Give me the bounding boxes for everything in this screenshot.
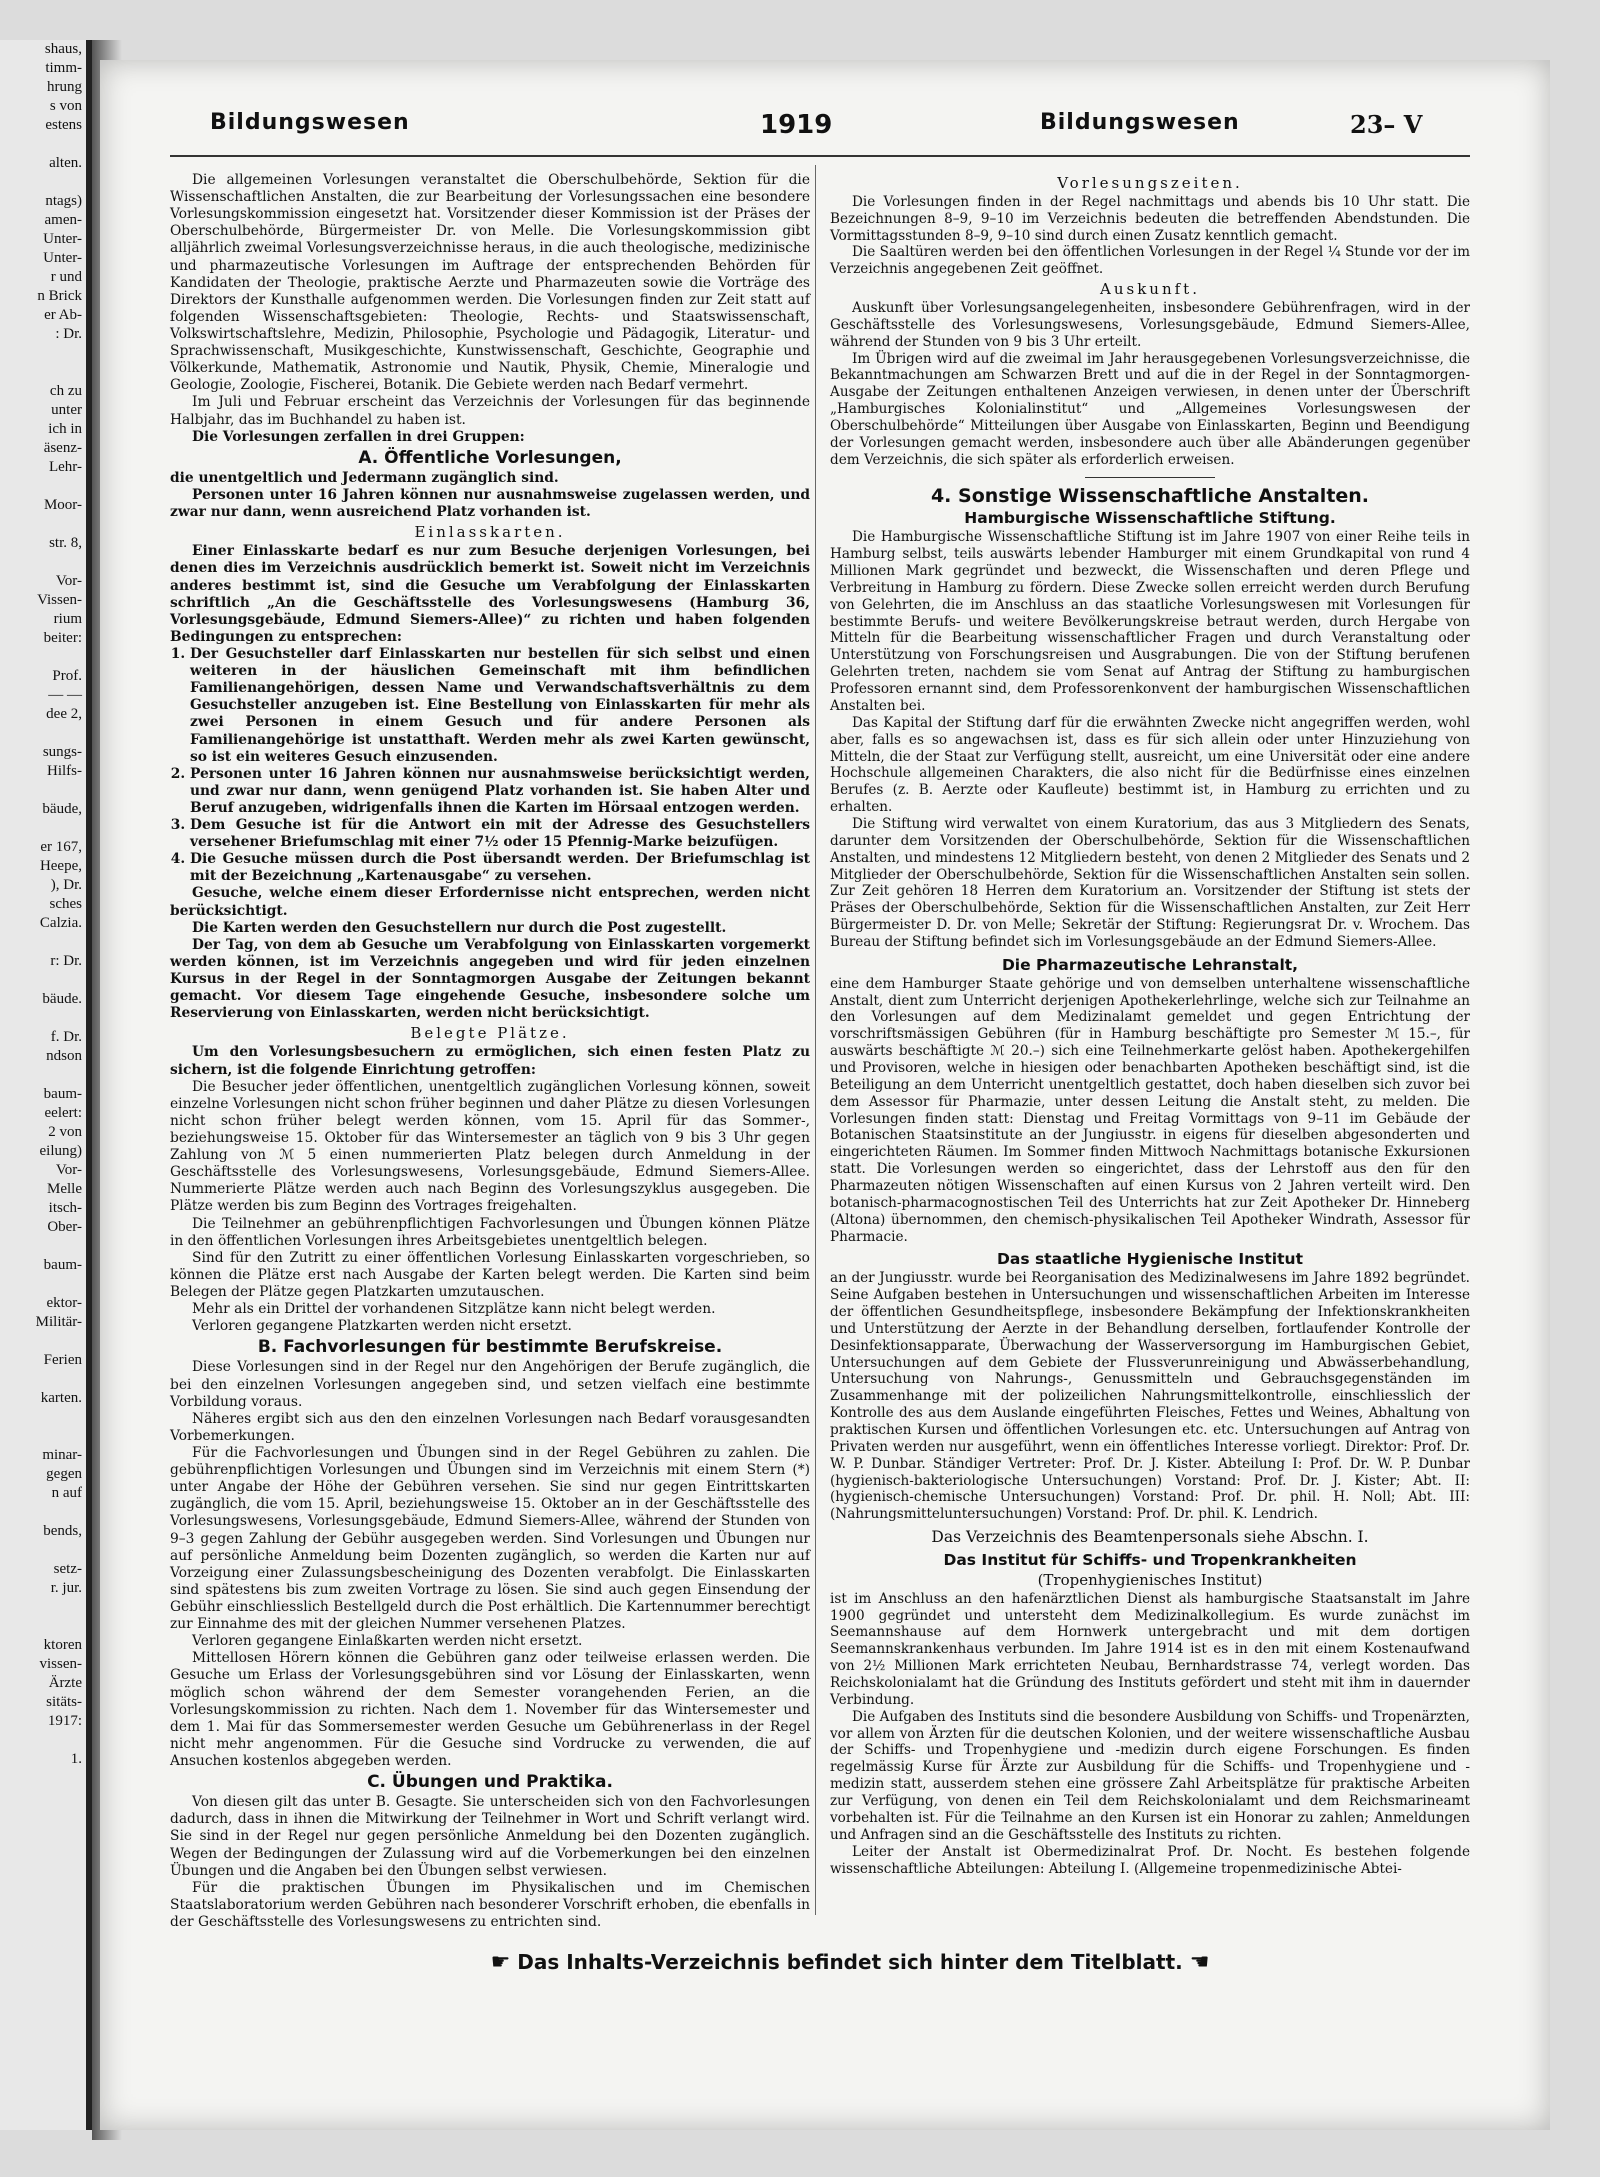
left-page-fragment: baum- xyxy=(43,1086,82,1102)
left-page-fragment: ich in xyxy=(48,421,82,437)
section-c-heading: C. Übungen und Praktika. xyxy=(367,1772,613,1793)
paragraph: ist im Anschluss an den hafenärztlichen Dienst als hamburgische Staatsanstalt im Jahre 1900 gegründet und untersteht dem Medizinalkollegium. Es wurde zunächst im Seemannshause auf dem Hornwerk untergebracht und mit dem dortigen Seemannskrankenhaus verbunden. Im Jahre 1914 ist es in den mit einem Kostenaufwand von 2½ Millionen Mark errichteten Neubau, Bernhardstrasse 74, verlegt worden. Das Reichskolonialamt hat die Gründung des Instituts gefördert und steht mit ihm in dauernder Verbindung. xyxy=(830,1590,1470,1708)
paragraph: Verloren gegangene Einlaßkarten werden nicht ersetzt. xyxy=(192,1633,583,1650)
left-page-fragment: s von xyxy=(49,98,82,114)
einlasskarten-heading: Einlasskarten. xyxy=(414,523,566,542)
paragraph: Die Vorlesungen finden in der Regel nachmittags und abends bis 10 Uhr statt. Die Bezeichnungen 8–9, 9–10 im Verzeichnis bedeuten die betreffenden Abendstunden. Die Vormittagsstunden 8–9, 9–10 sind durch einen Zusatz kenntlich gemacht. xyxy=(830,193,1470,244)
left-page-fragment: str. 8, xyxy=(49,535,82,551)
einlass-conditions-list xyxy=(170,646,810,886)
paragraph: Die Teilnehmer an gebührenpflichtigen Fachvorlesungen und Übungen können Plätze in den öffentlichen Vorlesungen ihres Arbeitsgebietes unentgeltlich belegen. xyxy=(170,1215,810,1249)
paragraph: Im Übrigen wird auf die zweimal im Jahr herausgegebenen Vorlesungsverzeichnisse, die Bekanntmachungen am Schwarzen Brett und auf die in der Regel in der Sonntagmorgen-Ausgabe der Zeitungen enthaltenen Anzeigen verwiesen, in denen unter der Überschrift „Hamburgisches Kolonialinstitut“ und „Allgemeines Vorlesungswesen der Oberschulbehörde“ Mitteilungen über Ausgabe von Einlasskarten, Beginn und Beendigung der Vorlesungen gemacht werden, insbesondere auch über alle Abänderungen gegenüber dem Verzeichnis, die sich später als erforderlich erweisen. xyxy=(830,350,1470,468)
left-page-fragment: beiter: xyxy=(43,630,82,646)
left-page-fragment: 1. xyxy=(70,1751,82,1767)
left-page-fragment xyxy=(0,1237,86,1256)
left-page-fragment: Vor- xyxy=(55,573,82,589)
left-page-fragment: sungs- xyxy=(42,744,82,760)
left-page-fragment: Ober- xyxy=(47,1219,82,1235)
left-page-fragment: ch zu xyxy=(49,383,82,399)
vorlesungszeiten-heading: Vorlesungszeiten. xyxy=(1057,174,1243,192)
left-page-fragment: Unter- xyxy=(43,250,82,266)
paragraph: Personen unter 16 Jahren können nur ausnahmsweise zugelassen werden, und zwar nur dann, wenn ausreichend Platz vorhanden ist. xyxy=(170,486,810,521)
paragraph: Leiter der Anstalt ist Obermedizinalrat Prof. Dr. Nocht. Es bestehen folgende wissenschaftliche Abteilungen: Abteilung I. (Allgemeine tropenmedizinische Abtei- xyxy=(830,1843,1470,1877)
paragraph: Die Aufgaben des Instituts sind die besondere Ausbildung von Schiffs- und Tropenärzten, vor allem von Ärzten für die deutschen Kolonien, und der weitere wissenschaftliche Ausbau der Schiffs- und Tropenhygiene und -medizin durch eigene Forschungen. Es finden regelmässig Kurse für Ärzte zur Ausbildung für die Schiffs- und Tropenhygiene und -medizin statt, ausserdem stehen eine grössere Zahl Arbeitsplätze für praktische Arbeiten zur Verfügung, von denen ein Teil dem Reichskolonialamt und dem Reichsmarineamt vorbehalten ist. Für die Teilnahme an den Kursen ist ein Honorar zu zahlen; Anmeldungen und Anfragen sind an die Geschäftsstelle des Instituts zu richten. xyxy=(830,1708,1470,1843)
left-page-fragment xyxy=(0,724,86,743)
left-page-fragment: karten. xyxy=(40,1390,82,1406)
left-page-fragment xyxy=(0,173,86,192)
header-rule xyxy=(170,155,1470,157)
paragraph: Die Vorlesungen zerfallen in drei Gruppen: xyxy=(192,428,525,445)
pointing-hand-left-icon: ☚ xyxy=(1189,1950,1210,1975)
left-page-fragment xyxy=(0,1408,86,1427)
left-page-fragment: eilung) xyxy=(39,1143,82,1159)
pharmazeutische-heading: Die Pharmazeutische Lehranstalt, xyxy=(1001,955,1299,974)
left-page-fragment xyxy=(0,1332,86,1351)
left-page-fragment xyxy=(0,1066,86,1085)
paragraph: Diese Vorlesungen sind in der Regel nur den Angehörigen der Berufe zugänglich, die bei den einzelnen Vorlesungen angegeben sind, und setzen vielfach eine bestimmte Vorbildung voraus. xyxy=(170,1359,810,1410)
belegte-plaetze-heading: Belegte Plätze. xyxy=(410,1024,570,1043)
paragraph: eine dem Hamburger Staate gehörige und von demselben unterhaltene wissenschaftliche Anstalt, dient zum Unterricht derjenigen Apothekerlehrlinge, welche sich zur Teilnahme an den Vorlesungen auf dem Medizinalamt gemeldet und gegen Entrichtung der vorschriftsmässigen Gebühren (für in Hamburg beschäftigte pro Semester ℳ 15.–, für auswärts beschäftigte ℳ 20.–) sich eine Teilnehmerkarte gelöst haben. Apothekergehilfen und Provisoren, welche in hiesigen oder benachbarten Apotheken beschäftigt sind, ist die Beteiligung an dem Unterricht unentgeltlich gestattet, doch haben dieselben sich zuvor bei dem Assessor für Pharmazie, unter dessen Leitung die Anstalt steht, zu melden. Die Vorlesungen finden statt: Dienstag und Freitag Vormittags von 9–11 im Gebäude der Botanischen Staatsinstitute an der Jungiusstr. in eigens für dieselben abgesonderten und eingerichteten Räumen. Im Sommer finden Mittwoch Nachmittags botanische Exkursionen statt. Die Vorlesungen werden so eingerichtet, dass der Lehrstoff aus den für den Pharmazeuten nötigen Wissenschaften auf einen Kursus von 2 Jahren verteilt wird. Den botanisch-pharmacognostischen Teil des Unterrichts hat zur Zeit Apotheker Dr. Hinneberg (Altona) übernommen, den chemisch-physikalischen Teil Apotheker Windrath, Assessor für Pharmacie. xyxy=(830,975,1470,1245)
left-page-fragment: minar- xyxy=(42,1447,82,1463)
left-page-fragment xyxy=(0,1427,86,1446)
paragraph: Die Stiftung wird verwaltet von einem Kuratorium, das aus 3 Mitgliedern des Senats, darunter dem Vorsitzenden der Oberschulbehörde, Sektion für die Wissenschaftlichen Anstalten, und mindestens 12 Mitgliedern besteht, von denen 2 Mitglieder des Senats und 2 Mitglieder der Oberschulbehörde, Sektion für die Wissenschaftlichen Anstalten sein sollen. Zur Zeit gehören 18 Herren dem Kuratorium an. Vorsitzender der Stiftung ist stets der Präses der Oberschulbehörde, Sektion für die Wissenschaftlichen Anstalten, zur Zeit Herr Bürgermeister D. Dr. von Melle; Sekretär der Stiftung: Regierungsrat Dr. v. Wrochem. Das Bureau der Stiftung befindet sich im Vorlesungsgebäude an der Edmund Siemers-Allee. xyxy=(830,815,1470,950)
left-page-fragment: rium xyxy=(53,611,82,627)
right-column xyxy=(830,172,1470,1877)
paragraph: Sind für den Zutritt zu einer öffentlichen Vorlesung Einlasskarten vorgeschrieben, so können die Plätze erst nach Ausgabe der Karten belegt werden. Die Karten sind beim Belegen der Plätze gegen Platzkarten umzutauschen. xyxy=(170,1249,810,1300)
left-page-fragment: r. jur. xyxy=(50,1580,82,1596)
paragraph: Von diesen gilt das unter B. Gesagte. Sie unterscheiden sich von den Fachvorlesungen dadurch, dass in ihnen die Mitwirkung der Teilnehmer in Wort und Schrift verlangt wird. Sie sind in der Regel nur gegen persönliche Anmeldung bei den Dozenten zugänglich. Wegen der Bedingungen der Zulassung wird auf die Vorbemerkungen bei den einzelnen Übungen und die Angaben bei den Übungen selbst verwiesen. xyxy=(170,1794,810,1879)
pointing-hand-right-icon: ☛ xyxy=(490,1950,511,1975)
paragraph: Einer Einlasskarte bedarf es nur zum Besuche derjenigen Vorlesungen, bei denen dies im Verzeichnis ausdrücklich bemerkt ist. Soweit nicht im Verzeichnis anderes bestimmt ist, sind die Gesuche um Verabfolgung der Einlasskarten schriftlich „An die Geschäftsstelle des Vorlesungswesens (Hamburg 36, Vorlesungsgebäude, Edmund Siemers-Allee)“ zu richten und haben folgenden Bedingungen zu entsprechen: xyxy=(170,543,810,645)
left-page-fragment: sitäts- xyxy=(46,1694,82,1710)
left-page-fragment: alten. xyxy=(49,155,82,171)
left-page-fragment: Ferien xyxy=(43,1352,82,1368)
paragraph: Die Saaltüren werden bei den öffentlichen Vorlesungen in der Regel ¼ Stunde vor der im Verzeichnis angegebenen Zeit geöffnet. xyxy=(830,244,1470,278)
left-page-fragment: 2 von xyxy=(48,1124,82,1140)
left-page-fragment: ntags) xyxy=(45,193,82,209)
paragraph: Für die Fachvorlesungen und Übungen sind in der Regel Gebühren zu zahlen. Die gebührenpflichtigen Vorlesungen und Übungen sind im Verzeichnis mit einem Stern (*) unter Angabe der Höhe der Gebühren versehen. Sie sind nur gegen Eintrittskarten zugänglich, die vom 15. April, beziehungsweise 15. Oktober an in der Geschäftsstelle des Vorlesungswesens, Vorlesungsgebäude, Edmund Siemers-Allee, während der Stunden von 9–3 gegen Zahlung der Gebühr ausgegeben werden. Sind Vorlesungen und Übungen nur auf persönliche Anmeldung beim Dozenten zugänglich, so werden die Karten nur auf Vorzeigung einer Zulassungsbescheinigung des Dozenten verabfolgt. Die Einlasskarten sind spätestens bis zum zweiten Vortrage zu lösen. Sie sind auch gegen Einsendung der Gebühr einschliesslich Bestellgeld durch die Post erhältlich. Die Kartennummer berechtigt zur Einnahme des mit der gleichen Nummer versehenen Platzes. xyxy=(170,1444,810,1633)
intro-paragraph: Die allgemeinen Vorlesungen veranstaltet die Oberschulbehörde, Sektion für die Wissenschaftlichen Anstalten, die zur Bearbeitung der Vorlesungssachen eine besondere Vorlesungskommission eingesetzt hat. Vorsitzender dieser Kommission ist der Präses der Oberschulbehörde, Bürgermeister Dr. von Melle. Die Vorlesungskommission gibt alljährlich zweimal Vorlesungsverzeichnisse heraus, in die auch theologische, medizinische und pharmazeutische Vorlesungen im Auftrage der entsprechenden Behörden für Kandidaten der Theologie, praktische Aerzte und Pharmazeuten sowie die Vorträge des Direktors der Kunsthalle aufgenommen werden. Die Vorlesungen finden zur Zeit statt auf folgenden Wissenschaftsgebieten: Theologie, Rechts- und Staatswissenschaft, Volkswirtschaftslehre, Medizin, Philosophie, Psychologie und Pädagogik, Literatur- und Sprachwissenschaft, Musikgeschichte, Kunstwissenschaft, Geschichte, Geographie und Völkerkunde, Mathematik, Astronomie und Nautik, Physik, Chemie, Mineralogie und Geologie, Zoologie, Fischerei, Botanik. Die Gebiete werden nach Bedarf vermehrt. xyxy=(170,172,810,394)
header-right: Bildungswesen xyxy=(1040,110,1240,135)
left-page-fragment: eelert: xyxy=(44,1105,82,1121)
left-page-fragment: er 167, xyxy=(40,839,82,855)
header-year: 1919 xyxy=(760,110,833,140)
section-a-heading: A. Öffentliche Vorlesungen, xyxy=(358,447,622,468)
list-item: 1. Der Gesuchsteller darf Einlasskarten nur bestellen für sich selbst und einen weiteren in der häuslichen Gemeinschaft mit ihm befindlichen Familienangehörigen, dessen Name und Verwandschaftsverhältnis zu dem Gesuchsteller anzugeben ist. Eine Bestellung von Einlasskarten für mehr als zwei Personen in einem Gesuch und für andere Personen als Familienangehörige ist unstatthaft. Werden mehr als zwei Karten gewünscht, so ist ein weiteres Gesuch einzusenden. xyxy=(190,646,810,766)
left-page-fragment: unter xyxy=(51,402,82,418)
left-page-fragment: ktoren xyxy=(43,1637,82,1653)
left-page-fragment: Militär- xyxy=(35,1314,82,1330)
left-page-fragment: bends, xyxy=(43,1523,82,1539)
left-page-fragment: Hilfs- xyxy=(47,763,82,779)
left-page-fragment: 1917: xyxy=(47,1713,82,1729)
left-page-fragment xyxy=(0,515,86,534)
left-page-fragment xyxy=(0,781,86,800)
page-number: 23– V xyxy=(1350,110,1423,139)
left-page-fragment: äsenz- xyxy=(43,440,82,456)
left-page-fragment: Vissen- xyxy=(37,592,82,608)
paragraph: Näheres ergibt sich aus den den einzelnen Vorlesungen nach Bedarf vorausgesandten Vorbemerkungen. xyxy=(170,1410,810,1444)
tropen-heading: Das Institut für Schiffs- und Tropenkrankheiten xyxy=(943,1551,1357,1570)
paragraph: Gesuche, welche einem dieser Erfordernisse nicht entsprechen, werden nicht berücksichtigt. xyxy=(170,885,810,919)
left-page-fragment: hrung xyxy=(47,79,82,95)
footer-notice xyxy=(400,1950,1300,1975)
paragraph: Der Tag, von dem ab Gesuche um Verabfolgung von Einlasskarten vorgemerkt werden können, ist im Verzeichnis angegeben und wird für jeden einzelnen Kursus in der Regel in der Sonntagmorgen Ausgabe der Zeitungen bekannt gemacht. Vor diesem Tage eingehende Gesuche, insbesondere solche um Reservierung von Einlasskarten, werden nicht berücksichtigt. xyxy=(170,936,810,1022)
left-page-fragment: shaus, xyxy=(44,41,82,57)
left-page-fragment xyxy=(0,971,86,990)
left-page-fragment: Calzia. xyxy=(39,915,82,931)
list-item: 2. Personen unter 16 Jahren können nur ausnahmsweise berücksichtigt werden, und zwar nur dann, wenn genügend Platz vorhanden ist. Sie haben Alter und Beruf anzugeben, widrigenfalls ihnen die Karten im Hörsaal entzogen werden. xyxy=(190,766,810,817)
left-page-fragment xyxy=(0,1598,86,1617)
left-page-fragment xyxy=(0,1275,86,1294)
left-page-fragment: Melle xyxy=(47,1181,82,1197)
left-page-fragment xyxy=(0,1370,86,1389)
left-page-fragment: : Dr. xyxy=(55,326,82,342)
paragraph: Die Karten werden den Gesuchstellern nur durch die Post zugestellt. xyxy=(192,919,727,936)
left-page-fragment xyxy=(0,553,86,572)
left-column xyxy=(170,172,810,1931)
left-page-fragment: n Brick xyxy=(37,288,82,304)
left-page-fragment: timm- xyxy=(45,60,82,76)
list-item: 3. Dem Gesuche ist für die Antwort ein mit der Adresse des Gesuchstellers versehener Briefumschlag mit einer 7½ oder 15 Pfennig-Marke beizufügen. xyxy=(190,817,810,851)
left-page-fragment: r und xyxy=(50,269,82,285)
left-page-fragment: setz- xyxy=(53,1561,82,1577)
left-page-fragment: er Ab- xyxy=(44,307,82,323)
left-page-fragment: ndson xyxy=(46,1048,82,1064)
paragraph: Verloren gegangene Platzkarten werden nicht ersetzt. xyxy=(192,1318,572,1335)
left-page-fragment: dee 2, xyxy=(46,706,82,722)
section-b-heading: B. Fachvorlesungen für bestimmte Berufskreise. xyxy=(257,1337,723,1358)
left-page-fragment: Unter- xyxy=(43,231,82,247)
paragraph: Die Hamburgische Wissenschaftliche Stiftung ist im Jahre 1907 von einer Reihe teils in Hamburg selbst, teils auswärts lebender Hamburger mit einem Grundkapital von rund 4 Millionen Mark gegründet und bezweckt, die Wissenschaften und deren Pflege und Verbreitung in Hamburg zu fördern. Diese Zwecke sollen erreicht werden durch Berufung von Gelehrten, die im Anschluss an das staatliche Vorlesungswesen mit Vorlesungen für bestimmte Berufs- und weitere Bevölkerungskreise betraut werden, durch Hergabe von Mitteln für die Bearbeitung wissenschaftlicher Fragen und durch Veranstaltung oder Unterstützung von Forschungsreisen und Ausgrabungen. Die von der Stiftung berufenen Gelehrten treten, nachdem sie vom Senat auf Antrag der Stiftung zu hamburgischen Professoren ernannt sind, dem Professorenkonvent der hamburgischen Wissenschaftlichen Anstalten bei. xyxy=(830,529,1470,714)
left-page-fragment xyxy=(0,933,86,952)
left-page-fragment: n auf xyxy=(51,1485,82,1501)
left-page-fragment: gegen xyxy=(46,1466,82,1482)
left-page-fragment: Heepe, xyxy=(39,858,82,874)
left-page-fragment xyxy=(0,1009,86,1028)
footer-text: Das Inhalts-Verzeichnis befindet sich hinter dem Titelblatt. xyxy=(517,1950,1183,1974)
paragraph: Das Kapital der Stiftung darf für die erwähnten Zwecke nicht angegriffen werden, wohl aber, falls es so angewachsen ist, dass es für sich allein oder unter Hinzuziehung von Mitteln, die der Staat zur Verfügung stellt, ausreicht, um eine Universität oder eine andere Hochschule allgemeinen Charakters, die also nicht für die Bedürfnisse eines einzelnen Berufes (z. B. Aerzte oder Kaufleute) bestimmt ist, in Hamburg zu errichten und zu erhalten. xyxy=(830,714,1470,816)
left-page-fragment xyxy=(0,344,86,363)
left-page-fragment xyxy=(0,135,86,154)
left-page-fragment: Moor- xyxy=(43,497,82,513)
page-header xyxy=(190,110,1520,150)
left-page-fragment: f. Dr. xyxy=(50,1029,82,1045)
paragraph: Die Besucher jeder öffentlichen, unentgeltlich zugänglichen Vorlesung können, soweit einzelne Vorlesungen nicht schon früher beginnen und daher Plätze zu diesen Vorlesungen nicht schon früher belegt werden können, vom 15. April für das Sommer-, beziehungsweise 15. Oktober für das Wintersemester an täglich von 9 bis 3 Uhr gegen Zahlung von ℳ 5 einen nummerierten Platz belegen durch Anmeldung in der Geschäftsstelle des Vorlesungswesens, Vorlesungsgebäude, Edmund Siemers-Allee. Nummerierte Plätze werden auch nach Beginn des Vorlesungszyklus ausgegeben. Die Plätze werden bis zum Beginn des Vortrages freigehalten. xyxy=(170,1078,810,1215)
left-page-fragment xyxy=(0,1541,86,1560)
auskunft-heading: Auskunft. xyxy=(1100,280,1200,299)
paragraph: Für die praktischen Übungen im Physikalischen und im Chemischen Staatslaboratorium werden Gebühren nach besonderer Vorschrift erhoben, die ebenfalls in der Geschäftsstelle des Vorlesungswesens zu entrichten sind. xyxy=(170,1879,810,1930)
section-4-heading: 4. Sonstige Wissenschaftliche Anstalten. xyxy=(930,484,1370,507)
left-page-fragment xyxy=(0,363,86,382)
left-page-fragment: Lehr- xyxy=(48,459,82,475)
paragraph: Mittellosen Hörern können die Gebühren ganz oder teilweise erlassen werden. Die Gesuche um Erlass der Vorlesungsgebühren sind vor Lösung der Einlasskarten, wenn möglich schon während der dem Semester vorangehenden Ferien, an die Vorlesungskommission zu richten. Nach dem 1. November für das Wintersemester und dem 1. Mai für das Sommersemester werden Gesuche um Gebührenerlass in der Regel nicht mehr angenommen. Für die Gesuche sind Vordrucke zu verwenden, die auf Ansuchen kostenlos abgegeben werden. xyxy=(170,1650,810,1769)
paragraph: die unentgeltlich und Jedermann zugänglich sind. xyxy=(170,469,559,486)
left-page-fragment xyxy=(0,1617,86,1636)
left-page-fragment: Vor- xyxy=(55,1162,82,1178)
paragraph: Um den Vorlesungsbesuchern zu ermöglichen, sich einen festen Platz zu sichern, ist die folgende Einrichtung getroffen: xyxy=(170,1044,810,1078)
stiftung-heading: Hamburgische Wissenschaftliche Stiftung. xyxy=(964,509,1336,528)
left-page-fragment xyxy=(0,1503,86,1522)
left-page-fragment xyxy=(0,648,86,667)
paragraph: Mehr als ein Drittel der vorhandenen Sitzplätze kann nicht belegt werden. xyxy=(192,1301,716,1318)
left-page-fragment: estens xyxy=(45,117,82,133)
section-separator xyxy=(1085,477,1215,478)
left-page-fragment xyxy=(0,819,86,838)
left-page-fragment xyxy=(0,477,86,496)
paragraph: an der Jungiusstr. wurde bei Reorganisation des Medizinalwesens im Jahre 1892 begründet. Seine Aufgaben bestehen in Untersuchungen und wissenschaftlichen Arbeiten im Interesse der öffentlichen Gesundheitspflege, insbesondere Bekämpfung der Infektionskrankheiten und Unterstützung der Aerzte in der Behandlung derselben, fortlaufender Kontrolle der Desinfektionsapparate, Überwachung der Wasserversorgung im Hamburgischen Gebiet, Untersuchungen auf dem Gebiete der Flussverunreinigung und Abwässerbehandlung, Untersuchung von Nahrungs-, Genussmitteln und Gebrauchsgegenständen im Zusammenhange mit der polizeilichen Nahrungsmittelkontrolle, einschliesslich der Kontrolle des aus dem Auslande eingeführten Fleisches, Fettes und Weines, Abhaltung von praktischen Kursen und öffentlichen Vorlesungen etc. etc. Untersuchungen auf Antrag von Privaten werden nur ausgeführt, wenn ein öffentliches Interesse vorliegt. Direktor: Prof. Dr. W. P. Dunbar. Ständiger Vertreter: Prof. Dr. J. Kister. Abteilung I: Prof. Dr. W. P. Dunbar (hygienisch-bakteriologische Untersuchungen) Vorstand: Prof. Dr. J. Kister; Abt. II: (hygienisch-chemische Untersuchungen) Vorstand: Prof. Dr. phil. H. Noll; Abt. III: (Nahrungsmitteluntersuchungen) Vorstand: Prof. Dr. phil. K. Lendrich. xyxy=(830,1270,1470,1523)
left-page-fragment: ), Dr. xyxy=(50,877,82,893)
column-divider xyxy=(815,165,816,1915)
left-page-fragment: vissen- xyxy=(39,1656,82,1672)
left-page-fragment: r: Dr. xyxy=(50,953,82,969)
left-page-fragment: itsch- xyxy=(48,1200,82,1216)
tropen-subtitle: (Tropenhygienisches Institut) xyxy=(1037,1570,1263,1589)
hygienisches-heading: Das staatliche Hygienische Institut xyxy=(997,1250,1303,1269)
beamten-note: Das Verzeichnis des Beamtenpersonals siehe Abschn. I. xyxy=(931,1528,1369,1547)
left-page-fragment: Ärzte xyxy=(48,1675,82,1691)
left-page-fragment: sches xyxy=(49,896,82,912)
left-page-fragment: baum- xyxy=(43,1257,82,1273)
left-page-fragment: Prof. xyxy=(52,668,82,684)
left-page-fragment: ektor- xyxy=(46,1295,82,1311)
paragraph: Im Juli und Februar erscheint das Verzeichnis der Vorlesungen für das beginnende Halbjahr, das im Buchhandel zu haben ist. xyxy=(170,394,810,428)
left-page-fragment xyxy=(0,1731,86,1750)
header-left: Bildungswesen xyxy=(210,110,410,135)
left-page-fragment: — — xyxy=(48,687,82,703)
list-item: 4. Die Gesuche müssen durch die Post übersandt werden. Der Briefumschlag ist mit der Bezeichnung „Kartenausgabe“ zu versehen. xyxy=(190,851,810,885)
left-page-strip xyxy=(0,40,92,2130)
left-page-fragment: bäude. xyxy=(42,991,82,1007)
left-page-fragment: amen- xyxy=(44,212,82,228)
left-page-fragment: bäude, xyxy=(42,801,82,817)
paragraph: Auskunft über Vorlesungsangelegenheiten, insbesondere Gebührenfragen, wird in der Geschäftsstelle des Vorlesungswesens, Vorlesungsgebäude, Edmund Siemers-Allee, während der Stunden von 9 bis 3 Uhr erteilt. xyxy=(830,300,1470,350)
